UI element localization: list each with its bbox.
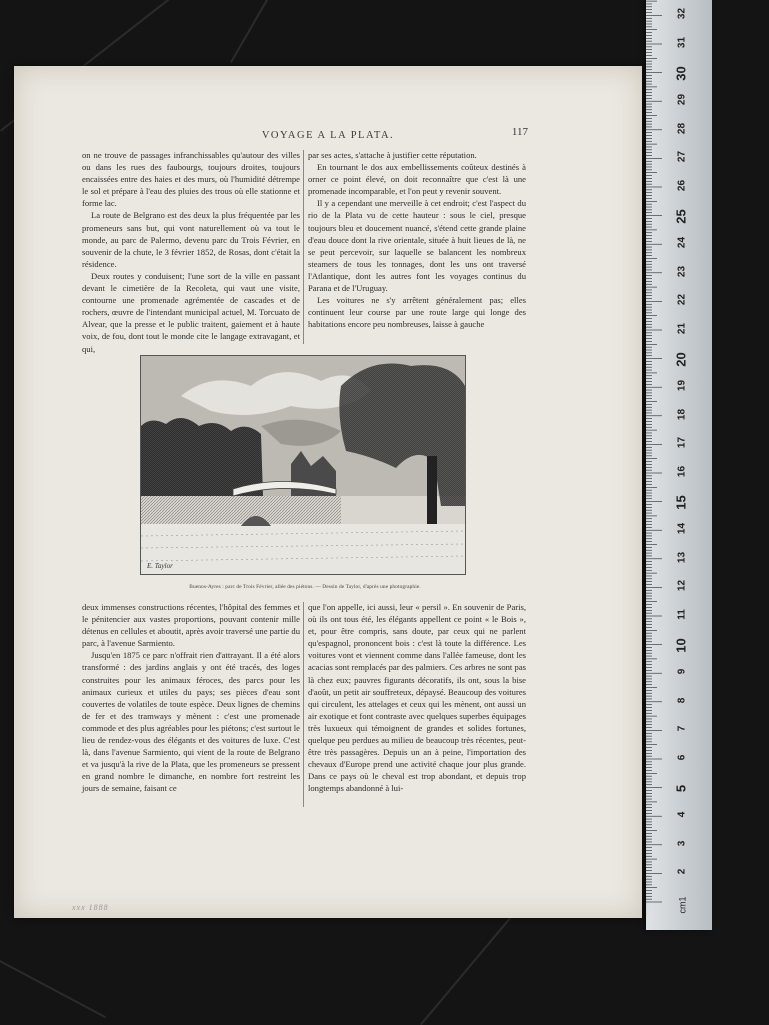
pencil-annotation: xxx 1888 bbox=[72, 903, 109, 912]
column-divider-bottom bbox=[303, 602, 304, 807]
ruler-number: 23 bbox=[676, 265, 688, 277]
ruler-number: 19 bbox=[676, 380, 688, 392]
ruler-number: 24 bbox=[676, 237, 688, 249]
illustration-caption: Buenos-Ayres : parc de Trois Février, allée des piétons. — Dessin de Taylor, d'après une photographie. bbox=[189, 584, 421, 590]
ruler-number: 27 bbox=[676, 151, 688, 163]
paragraph: En tournant le dos aux embellissements coûteux destinés à orner ce point élevé, on doit reconnaître que c'est là une promenade incomparable, et l'on peut y revenir souvent. bbox=[308, 162, 526, 197]
ruler-number: 14 bbox=[676, 523, 688, 535]
text-column-top-left bbox=[82, 149, 300, 354]
ruler-number: 18 bbox=[676, 408, 688, 420]
ruler-number: 20 bbox=[673, 351, 689, 367]
paragraph: Jusqu'en 1875 ce parc n'offrait rien d'attrayant. Il a été alors transformé : des jardins anglais y ont été tracés, des loges construites pour les animaux féroces, des parcs pour les animaux curieux et utiles du pays; ses pièces d'eau sont couvertes de volatiles de toute espèce. Deux lignes de chemins de fer et des tramways y mènent : c'est une promenade commode et des plus agréables pour les piétons; c'est surtout le lieu de rendez-vous des élégants et des voitures de luxe. C'est là, dans l'avenue Sarmiento, qui vient de la route de Belgrano et va jusqu'à la rive de la Plata, que les promeneurs se pressent en grand nombre le dimanche, en nombre fort restreint les jours de semaine, faisant ce bbox=[82, 650, 300, 794]
paragraph: on ne trouve de passages infranchissables qu'autour des villes ou dans les rues des faubourgs, toujours droites, toujours encaissées entre des haies et des murs, où l'humidité détrempe le sol et prépare à l'eau des pluies des trous où elle stationne et forme lac. bbox=[82, 150, 300, 209]
ruler-number: 3 bbox=[676, 840, 688, 847]
ruler-number: 21 bbox=[676, 322, 688, 335]
ruler-number: 26 bbox=[676, 179, 688, 192]
ruler-number: 28 bbox=[676, 122, 688, 134]
ruler-number: 10 bbox=[673, 637, 689, 653]
ruler-number: 7 bbox=[676, 726, 688, 732]
paragraph: deux immenses constructions récentes, l'hôpital des femmes et le pénitencier aux vastes proportions, pouvant contenir mille détenus en cellules et aboutit, après avoir traversé une partie du parc, à l'avenue Sarmiento. bbox=[82, 602, 300, 649]
ruler-number: 29 bbox=[676, 94, 688, 106]
page-number: 117 bbox=[511, 126, 528, 138]
ruler-number: 4 bbox=[676, 811, 688, 818]
marble-vein bbox=[230, 0, 277, 63]
ruler-number: 12 bbox=[676, 580, 688, 592]
ruler-number: 16 bbox=[676, 465, 688, 478]
park-engraving-illustration bbox=[140, 355, 466, 575]
ruler-number: 5 bbox=[673, 784, 689, 792]
ruler-number: 6 bbox=[676, 754, 688, 761]
paragraph: Il y a cependant une merveille à cet endroit; c'est l'aspect du rio de la Plata vu de cette hauteur : sous le ciel, presque toujours bleu et doucement nuancé, s'étend cette grande plaine d'eau douce dont la rive orientale, située à huit lieues de là, ne se peut percevoir, sur laquelle se balancent les nombreux steamers de tous les tonnages, dont les uns ont traversé l'Atlantique, dont les autres font les voyages continus du Parana et de l'Uruguay. bbox=[308, 198, 526, 294]
marble-vein bbox=[0, 960, 106, 1018]
paragraph: Les voitures ne s'y arrêtent généralement pas; elles continuent leur course par une route large qui longe des habitations encore peu nombreuses, laisse à gauche bbox=[308, 295, 526, 330]
column-divider-top bbox=[303, 150, 304, 344]
paragraph: La route de Belgrano est des deux la plus fréquentée par les promeneurs sans but, qui vont naturellement où va tout le monde, au parc de Palermo, devenu parc du Trois Février, en souvenir de la chute, le 3 février 1852, de Rosas, dont c'était la résidence. bbox=[82, 210, 300, 269]
running-head: VOYAGE A LA PLATA. bbox=[261, 130, 395, 141]
ruler-number: 11 bbox=[676, 609, 688, 620]
ruler-number: 8 bbox=[676, 697, 688, 704]
engraving-treeline-left bbox=[141, 418, 263, 496]
text-column-bottom-left bbox=[82, 601, 300, 807]
book-page bbox=[14, 66, 642, 918]
text-column-bottom-right bbox=[308, 601, 526, 807]
ruler-number: 13 bbox=[676, 551, 688, 563]
engraving-signature: E. Taylor bbox=[147, 562, 173, 570]
paragraph: Deux routes y conduisent; l'une sort de la ville en passant devant le cimetière de la Recoleta, qui vaut une visite, contourne une promenade agrémentée de cascades et de rochers, œuvre de l'intendant municipal actuel, M. Torcuato de Alvear, que la presse et le public traitent, gaiement et à haute voix, de fou, dont tout le monde cite le langage extravagant, et qui, bbox=[82, 270, 300, 354]
engraving-tree-trunk bbox=[427, 456, 437, 528]
ruler-number: 15 bbox=[673, 494, 689, 510]
paragraph: par ses actes, s'attache à justifier cette réputation. bbox=[308, 150, 477, 160]
ruler-number: 25 bbox=[673, 208, 689, 224]
engraving-water bbox=[141, 496, 341, 524]
ruler-number: 30 bbox=[673, 65, 689, 81]
ruler-number: 17 bbox=[676, 437, 688, 449]
ruler-number: 9 bbox=[676, 668, 688, 675]
measuring-ruler bbox=[646, 0, 712, 930]
ruler-number: 31 bbox=[676, 36, 688, 49]
ruler-number: 22 bbox=[676, 294, 688, 306]
ruler-number: 2 bbox=[676, 869, 688, 875]
engraving-image bbox=[141, 356, 465, 574]
marble-vein bbox=[420, 901, 524, 1025]
text-column-top-right bbox=[308, 149, 526, 344]
ruler-unit-label: cm1 bbox=[677, 896, 688, 914]
paragraph: que l'on appelle, ici aussi, leur « persil ». En souvenir de Paris, où ils ont tous été, les élégants appellent ce point « le Bois », et, pour être compris, sans doute, par ceux qui ne parlent qu'espagnol, prononcent bois : c'est là toute la différence. Les voitures vont et viennent comme dans l'allée fameuse, dont les acacias sont remplacés par des palmiers. Ces arbres ne sont pas là chez eux; pauvres figurants décoratifs, ils ont, sous la bise d'août, un petit air souffreteux, dépaysé. Beaucoup des voitures qui circulent, les attelages et ceux qui les mènent, ont aussi un air exotique et font contraste avec quelques superbes équipages très luxueux qui témoignent de grandes et solides fortunes, quelque peu perdues au milieu de beaucoup très récentes, peut-être très passagères. Depuis un an à peine, l'importation des chevaux d'Europe prend une activité chaque jour plus grande. Dans ce pays où le cheval est trop abondant, et depuis trop longtemps abandonné à lui- bbox=[308, 602, 526, 794]
ruler-number: 32 bbox=[676, 8, 688, 20]
